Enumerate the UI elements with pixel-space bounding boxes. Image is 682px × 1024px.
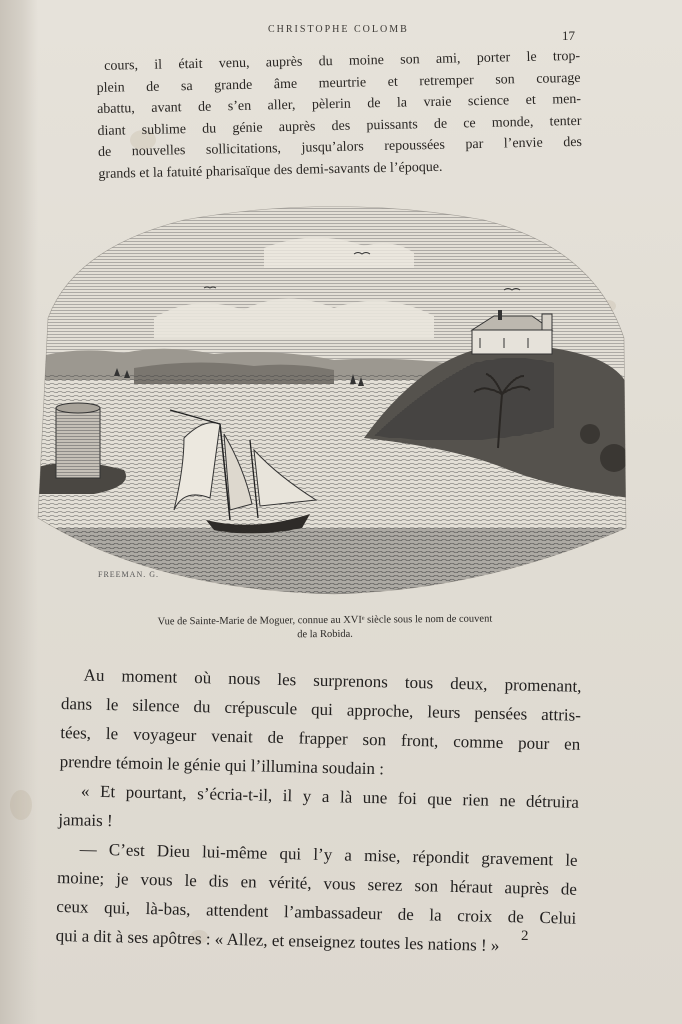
text-line: — C’est Dieu lui-même qui l’y a mise, répondit gravement le	[79, 839, 578, 870]
engraving-scene	[34, 198, 630, 600]
text-line: qui a dit à ses apôtres : « Allez, et enseignez toutes les nations ! »	[55, 925, 500, 955]
top-paragraph	[96, 46, 583, 185]
engraving-illustration	[34, 198, 630, 600]
foxing-spot	[10, 790, 32, 820]
engraver-signature: FREEMAN. G.	[98, 570, 160, 579]
ruined-tower	[56, 403, 100, 478]
text-line: jamais !	[58, 809, 113, 831]
text-line: plein de sa grande âme meurtrie et retremper son courage	[96, 70, 581, 96]
text-line: grands et la fatuité pharisaïque des demi-savants de l’époque.	[98, 159, 443, 182]
text-line: « Et pourtant, s’écria-t-il, il y a là une foi que rien ne détruira	[80, 781, 580, 812]
running-head: CHRISTOPHE COLOMB	[268, 24, 409, 35]
page-number: 17	[562, 28, 575, 43]
text-line: dans le silence du crépuscule qui approche, leurs pensées attris-	[60, 693, 582, 725]
page-gutter-shadow	[0, 0, 38, 1024]
body-paragraph	[55, 660, 581, 962]
text-line: abattu, avant de s’en aller, pèlerin de la vraie science et men-	[96, 91, 582, 117]
text-line: cours, il était venu, auprès du moine son ami, porter le trop-	[104, 48, 581, 74]
caption-line: Vue de Sainte-Marie de Moguer, connue au XVIᵉ siècle sous le nom de couvent	[157, 613, 493, 628]
signature-mark: 2	[521, 928, 529, 944]
text-line: de nouvelles sollicitations, jusqu’alors repoussées par l’envie des	[97, 134, 583, 160]
text-line: moine; je vous le dis en vérité, vous serez son héraut auprès de	[56, 867, 578, 899]
text-line: diant sublime du génie auprès des puissants de ce monde, tenter	[97, 113, 582, 139]
text-line: prendre témoin le génie qui l’illumina soudain :	[59, 751, 385, 779]
text-line: tées, le voyageur venait de frapper son front, comme pour en	[60, 722, 581, 754]
text-line: Au moment où nous les surprenons tous deux, promenant,	[83, 665, 582, 696]
text-line: ceux qui, là-bas, attendent l’ambassadeur de la croix de Celui	[56, 896, 577, 928]
caption-line: de la Robida.	[297, 628, 353, 641]
illustration-caption	[110, 612, 540, 644]
